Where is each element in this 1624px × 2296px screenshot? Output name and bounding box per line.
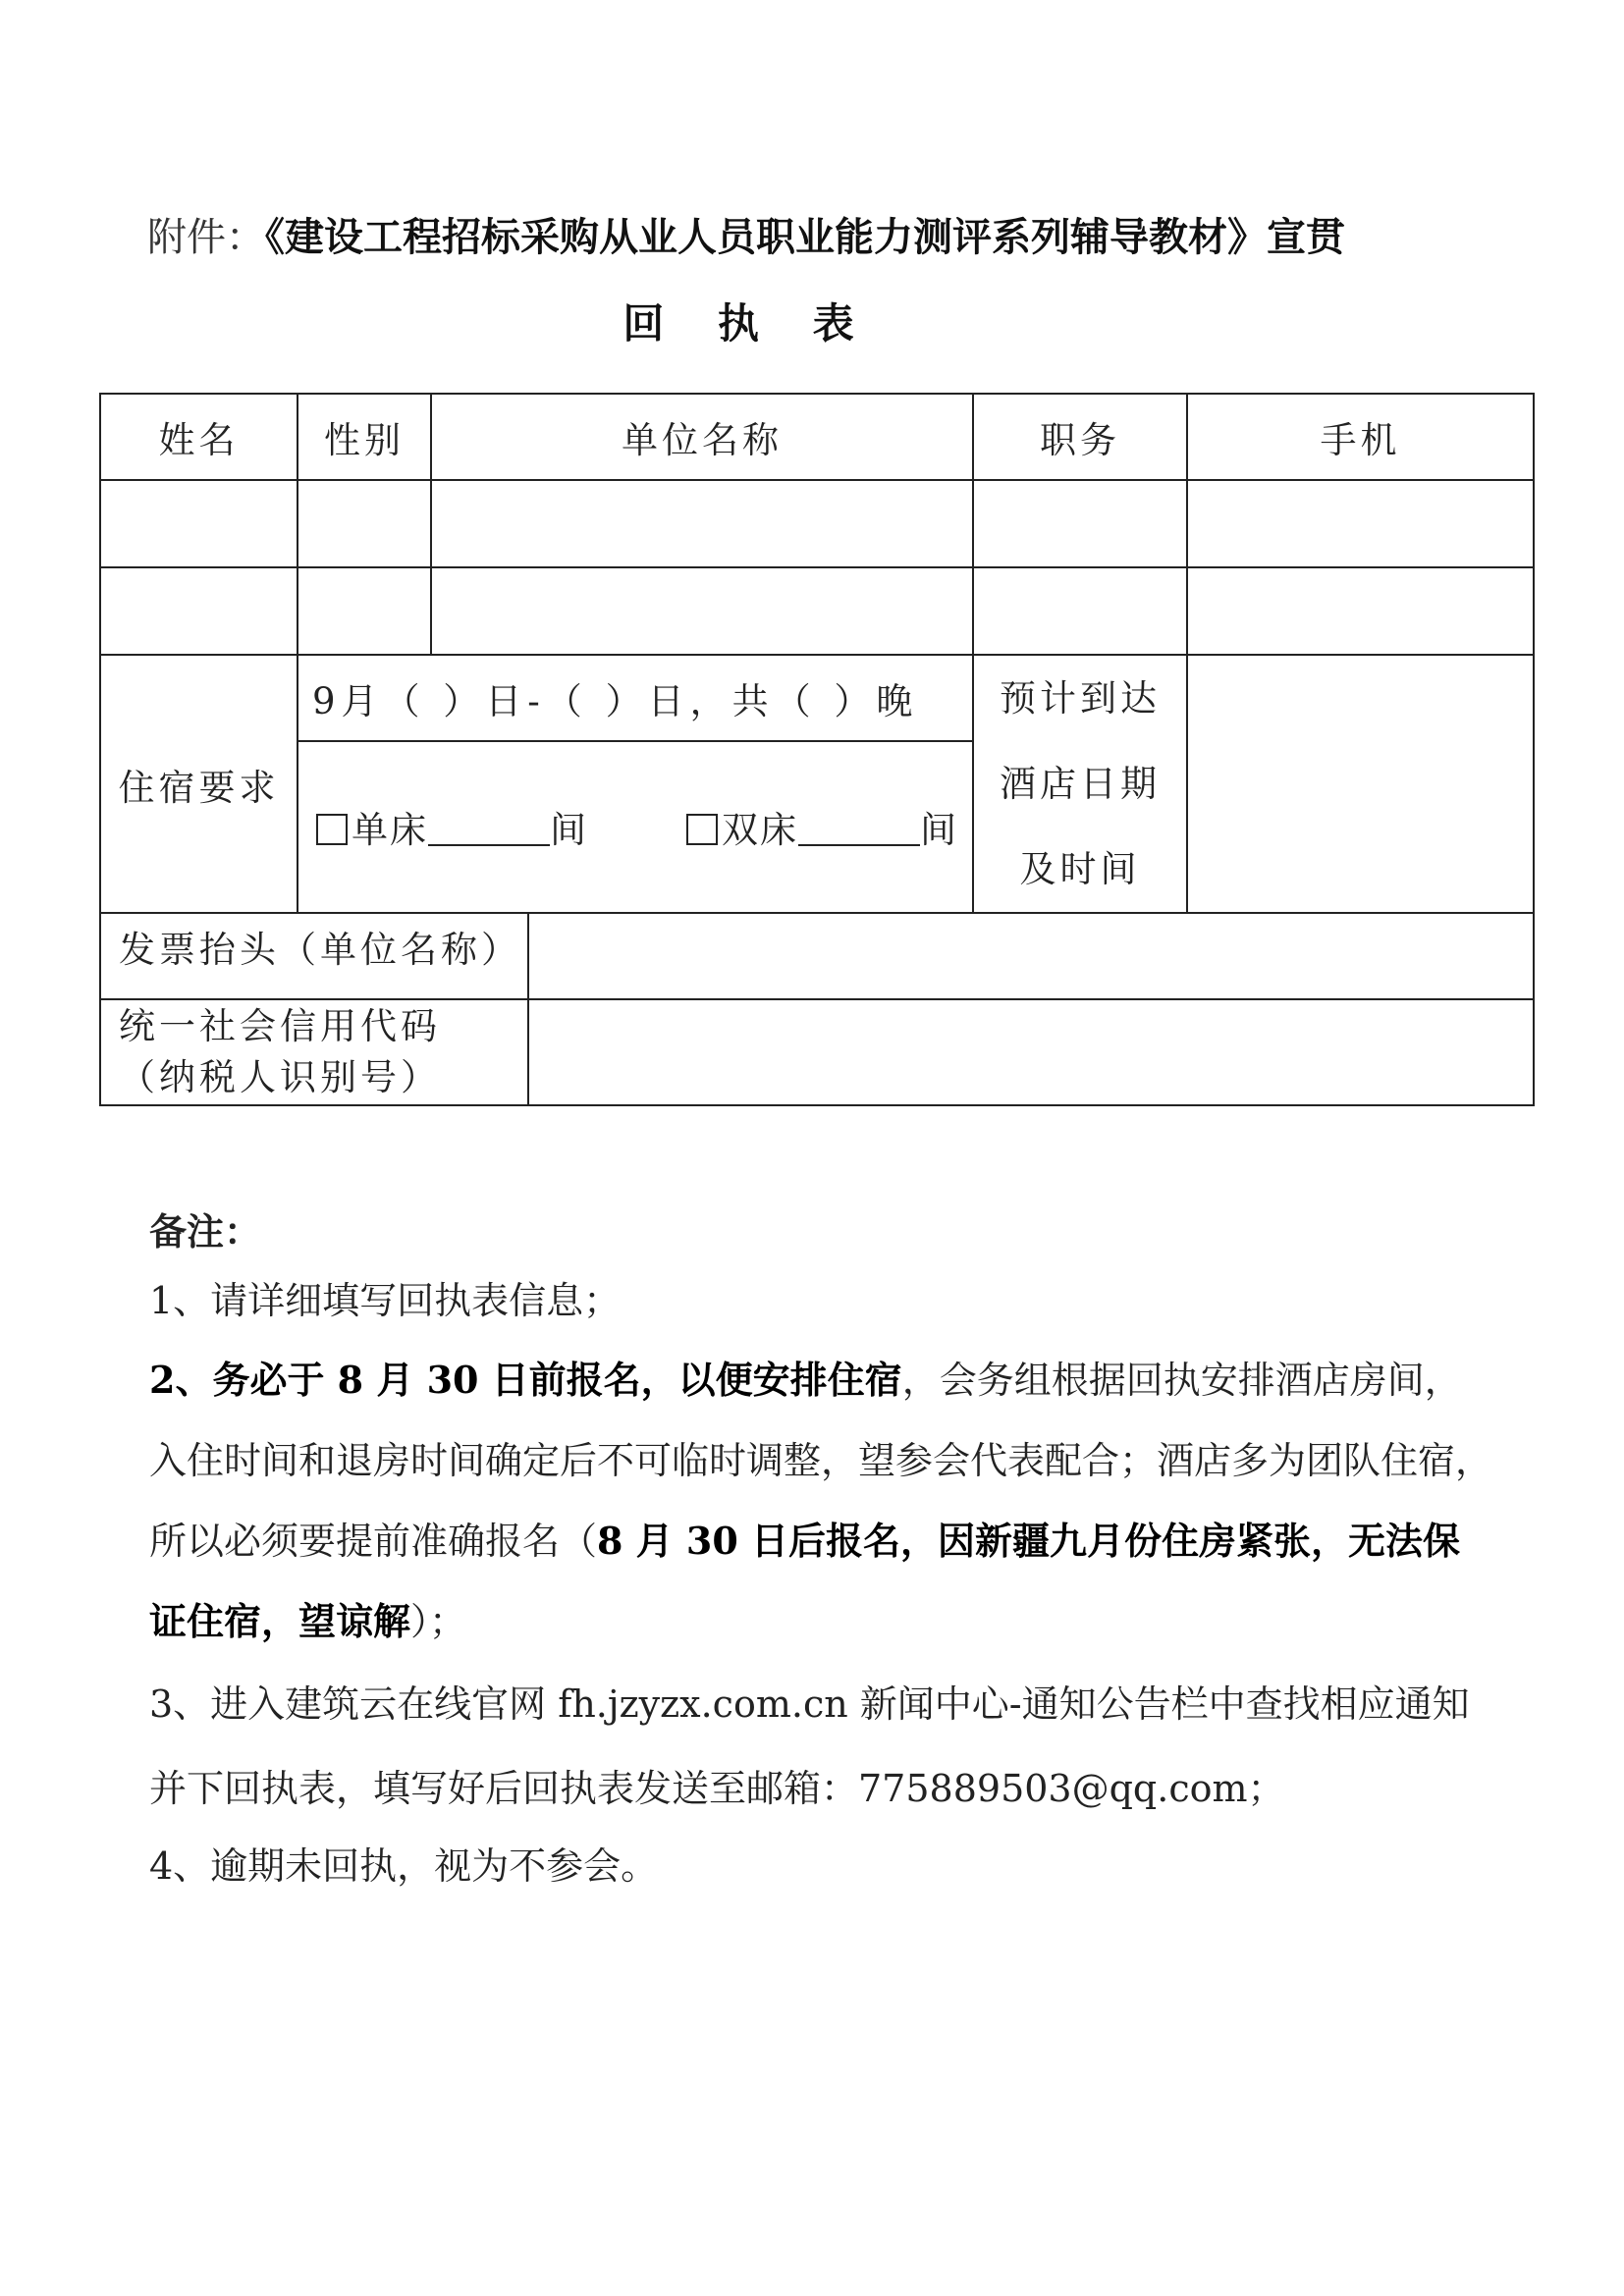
title-prefix: 附件： bbox=[147, 215, 265, 260]
invoice-row bbox=[100, 913, 1534, 999]
position-cell[interactable] bbox=[973, 567, 1187, 655]
arrival-time-value[interactable] bbox=[1187, 655, 1534, 913]
document-title bbox=[147, 208, 1522, 267]
company-cell[interactable] bbox=[431, 480, 973, 567]
lodging-label: 住宿要求 bbox=[100, 655, 298, 913]
header-mobile: 手机 bbox=[1187, 394, 1534, 480]
arrival-label-line-1: 预计到达 bbox=[1000, 677, 1161, 720]
credit-code-value[interactable] bbox=[528, 999, 1534, 1105]
position-cell[interactable] bbox=[973, 480, 1187, 567]
table-row bbox=[100, 480, 1534, 567]
invoice-value[interactable] bbox=[528, 913, 1534, 999]
credit-code-label-line-2: （纳税人识别号） bbox=[119, 1056, 441, 1098]
gender-cell[interactable] bbox=[298, 480, 431, 567]
note-item-2-bold: 2、务必于 8 月 30 日前报名，以便安排住宿 bbox=[149, 1358, 902, 1402]
note-item-3: 3、进入建筑云在线官网 fh.jzyzx.com.cn 新闻中心-通知公告栏中查找相应通知并下回执表，填写好后回执表发送至邮箱：775889503@qq.com； bbox=[149, 1682, 1470, 1810]
arrival-time-label bbox=[973, 655, 1187, 913]
note-item-2-text: ，会务组根据回执安排酒店房间，入住时间和退房时间确定后不可临时调整，望参会代表配合；酒店多为团队住宿，所以必须要提前准确报名（ bbox=[149, 1359, 1493, 1563]
invoice-label: 发票抬头（单位名称） bbox=[100, 913, 528, 999]
title-main: 《建设工程招标采购从业人员职业能力测评系列辅导教材》宣贯 bbox=[265, 214, 1345, 260]
credit-code-label bbox=[100, 999, 528, 1105]
single-bed-unit: 间 bbox=[550, 809, 588, 852]
single-bed-count-blank[interactable] bbox=[428, 815, 550, 846]
header-gender: 性别 bbox=[298, 394, 431, 480]
gender-cell[interactable] bbox=[298, 567, 431, 655]
single-bed-checkbox[interactable] bbox=[316, 814, 348, 845]
notes-section bbox=[149, 1202, 1494, 1901]
mobile-cell[interactable] bbox=[1187, 480, 1534, 567]
note-item-4: 4、逾期未回执，视为不参会。 bbox=[149, 1844, 659, 1888]
notes-heading: 备注： bbox=[149, 1209, 262, 1254]
arrival-label-line-3: 及时间 bbox=[1019, 848, 1141, 890]
reply-form-table bbox=[99, 393, 1535, 1106]
double-bed-unit: 间 bbox=[920, 809, 958, 852]
name-cell[interactable] bbox=[100, 480, 298, 567]
room-type-cell bbox=[298, 741, 973, 913]
company-cell[interactable] bbox=[431, 567, 973, 655]
arrival-label-line-2: 酒店日期 bbox=[1000, 763, 1161, 805]
credit-code-row bbox=[100, 999, 1534, 1105]
double-bed-checkbox[interactable] bbox=[686, 814, 718, 845]
name-cell[interactable] bbox=[100, 567, 298, 655]
header-position: 职务 bbox=[973, 394, 1187, 480]
mobile-cell[interactable] bbox=[1187, 567, 1534, 655]
document-subtitle: 回 执 表 bbox=[623, 299, 874, 347]
header-company: 单位名称 bbox=[431, 394, 973, 480]
double-bed-label: 双床 bbox=[722, 809, 798, 852]
note-item-2-bold-2: 8 月 30 日后报名，因新疆九月份住房紧张，无法保证住宿，望谅解 bbox=[149, 1519, 1461, 1643]
lodging-row-dates bbox=[100, 655, 1534, 741]
single-bed-label: 单床 bbox=[352, 809, 428, 852]
table-row bbox=[100, 567, 1534, 655]
note-item-2-end: ）； bbox=[410, 1600, 467, 1643]
double-bed-count-blank[interactable] bbox=[798, 815, 920, 846]
note-item-1: 1、请详细填写回执表信息； bbox=[149, 1279, 622, 1322]
note-item-2 bbox=[149, 1340, 1494, 1662]
header-name: 姓名 bbox=[100, 394, 298, 480]
lodging-dates[interactable]: 9月（ ）日-（ ）日，共（ ）晚 bbox=[298, 655, 973, 741]
header-row bbox=[100, 394, 1534, 480]
credit-code-label-line-1: 统一社会信用代码 bbox=[119, 1005, 441, 1047]
